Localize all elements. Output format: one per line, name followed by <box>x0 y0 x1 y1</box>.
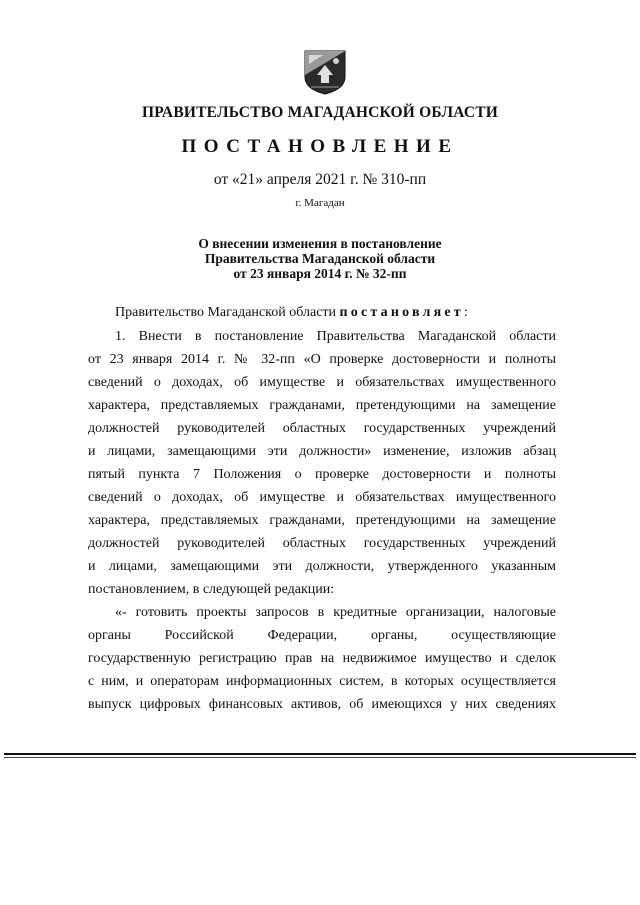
document-date-number: от «21» апреля 2021 г. № 310-пп <box>213 171 427 188</box>
document-type: ПОСТАНОВЛЕНИЕ <box>181 136 459 157</box>
body-line: и лицами, замещающими эти должности, утвержденного указанным <box>88 559 556 574</box>
subject-line: от 23 января 2014 г. № 32-пп <box>233 266 407 281</box>
subject-line: Правительства Магаданской области <box>204 251 436 266</box>
preamble <box>115 305 556 321</box>
page-divider-shadow <box>4 757 636 758</box>
body-line: сведений о доходах, об имуществе и обязательствах имущественного <box>88 490 556 505</box>
subject-line: О внесении изменения в постановление <box>198 236 442 251</box>
body-line: должностей руководителей областных государственных учреждений <box>88 421 556 436</box>
organization-name: ПРАВИТЕЛЬСТВО МАГАДАНСКОЙ ОБЛАСТИ <box>141 104 499 121</box>
coat-of-arms-icon <box>303 49 347 95</box>
body-line: и лицами, замещающими эти должности» изменение, изложив абзац <box>88 444 556 459</box>
body-line: сведений о доходах, об имуществе и обязательствах имущественного <box>88 375 556 390</box>
body-line: с ним, и операторам информационных систем, в которых осуществляется <box>88 674 556 689</box>
body-line: должностей руководителей областных государственных учреждений <box>88 536 556 551</box>
body-line: «- готовить проекты запросов в кредитные организации, налоговые <box>115 605 556 620</box>
preamble-verb: постановляет <box>339 305 464 320</box>
page-divider <box>4 753 636 755</box>
body-line: пятый пункта 7 Положения о проверке достоверности и полноты <box>88 467 556 482</box>
body-line: характера, представляемых гражданами, претендующими на замещение <box>88 398 556 413</box>
body-line: органы Российской Федерации, органы, осуществляющие <box>88 628 556 643</box>
preamble-colon: : <box>463 305 468 320</box>
document-city: г. Магадан <box>295 197 345 209</box>
body-line: 1. Внести в постановление Правительства Магаданской области <box>115 329 556 344</box>
preamble-lead: Правительство Магаданской области <box>115 305 337 320</box>
body-line: государственную регистрацию прав на недвижимое имущество и сделок <box>88 651 556 666</box>
body-line: характера, представляемых гражданами, претендующими на замещение <box>88 513 556 528</box>
body-line: постановлением, в следующей редакции: <box>88 582 335 597</box>
body-line: от 23 января 2014 г. № 32-пп «О проверке достоверности и полноты <box>88 352 556 367</box>
body-line: выпуск цифровых финансовых активов, об имеющихся у них сведениях <box>88 697 556 712</box>
document-subject <box>0 236 640 281</box>
